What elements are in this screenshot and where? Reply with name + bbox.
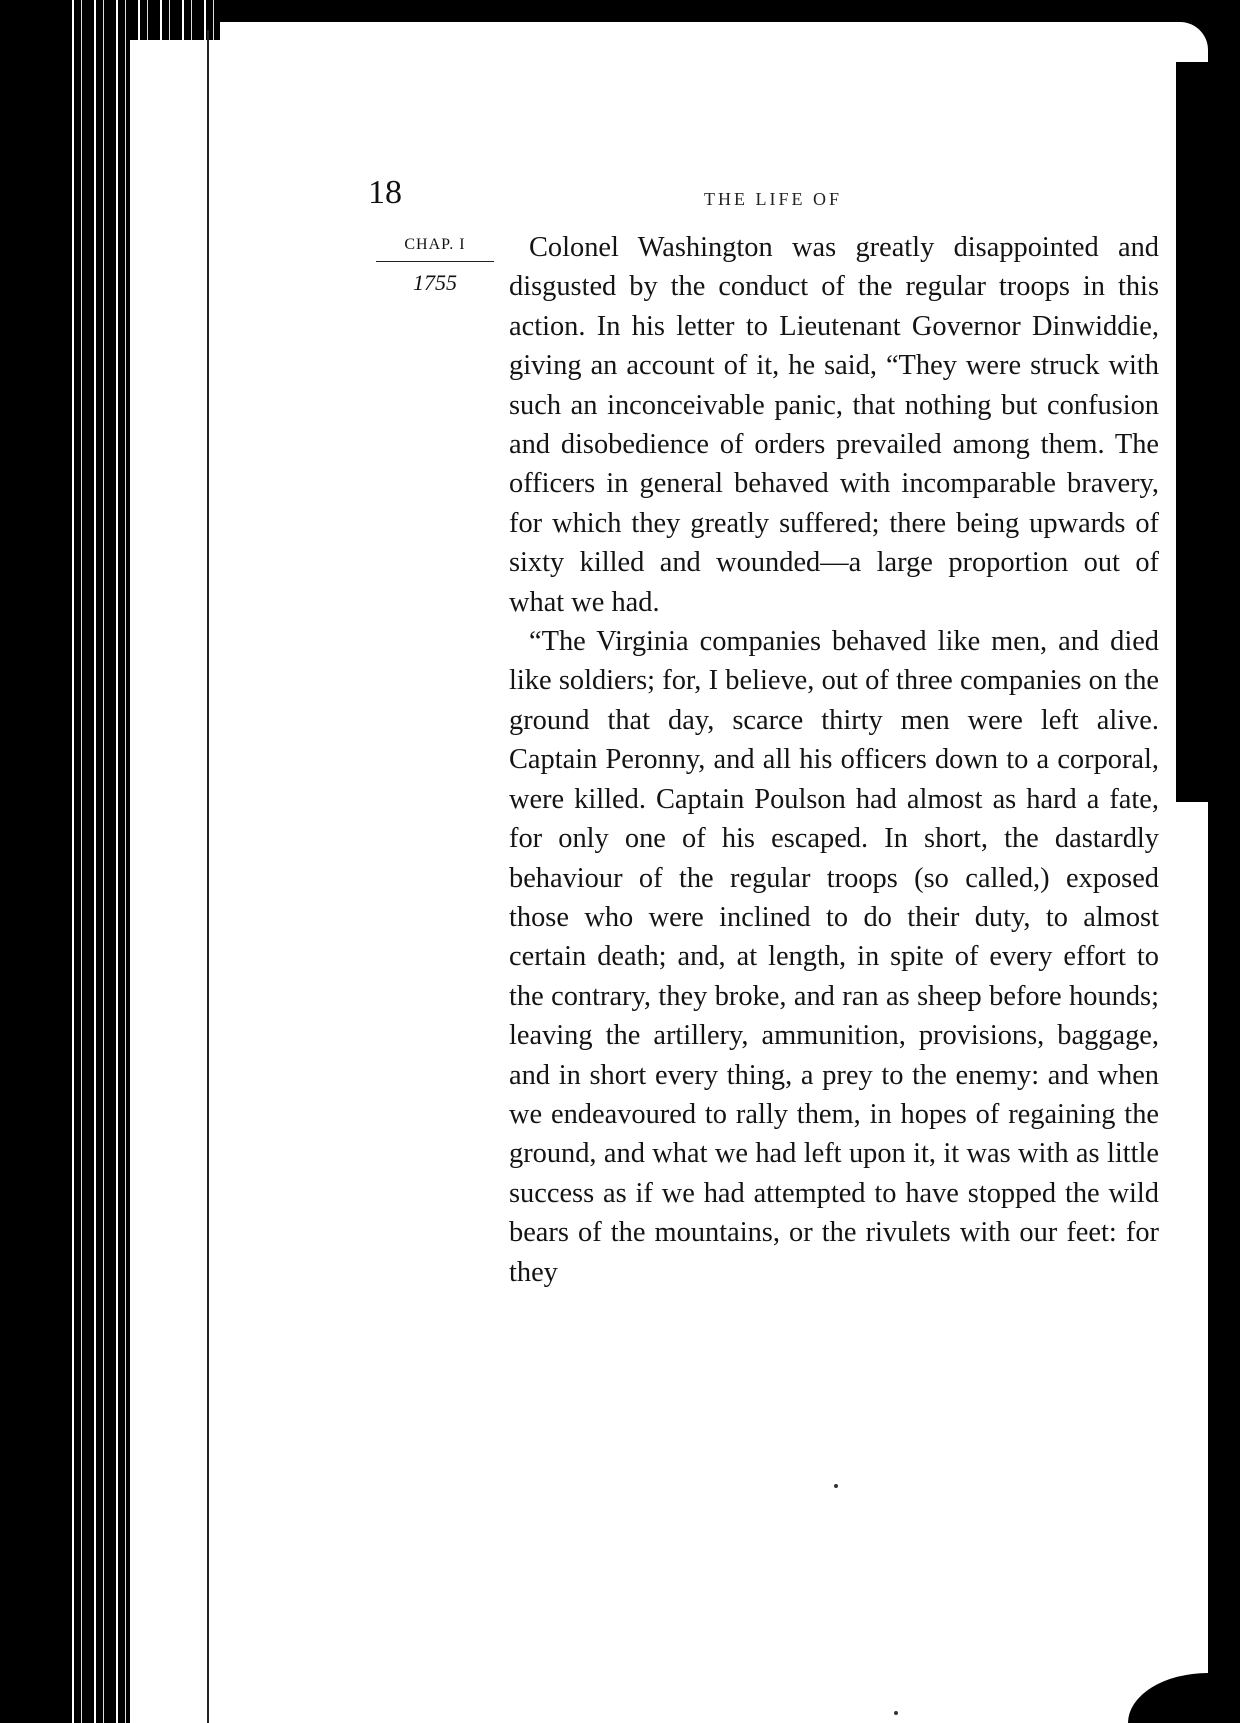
gutter-fold-line: [207, 30, 209, 1723]
page-number: 18: [368, 174, 402, 211]
body-text: [509, 228, 1159, 1292]
running-head: THE LIFE OF: [704, 189, 842, 209]
chapter-note: CHAP. I: [376, 236, 494, 262]
year-note: 1755: [413, 270, 457, 295]
binding-shadow: [0, 0, 60, 1723]
page-corner-curl: [1128, 1673, 1208, 1723]
paragraph-2: “The Virginia companies behaved like men, and died like soldiers; for, I believe, out of three companies on the ground that day, scarce thirty men were left alive. Captain Peronny, and all his officers down to a corporal, were killed. Captain Poulson had almost as hard a fate, for only one of his escaped. In short, the dastardly behaviour of the regular troops (so called,) exposed those who were inclined to do their duty, to almost certain death; and, at length, in spite of every effort to the contrary, they broke, and ran as sheep before hounds; leaving the artillery, ammunition, provisions, baggage, and in short every thing, a prey to the enemy: and when we endeavoured to rally them, in hopes of regaining the ground, and what we had left upon it, it was with as little success as if we had attempted to have stopped the wild bears of the mountains, or the rivulets with our feet: for they: [509, 626, 1159, 1288]
paragraph-1: Colonel Washington was greatly disappointed and disgusted by the conduct of the regular troops in this action. In his letter to Lieutenant Governor Dinwiddie, giving an account of it, he said, “They were struck with such an inconceivable panic, that nothing but confusion and disobedience of orders prevailed among them. The officers in general behaved with incomparable bravery, for which they greatly suffered; there being upwards of sixty killed and wounded—a large proportion out of what we had.: [509, 232, 1159, 618]
page-edge-shadow: [1176, 62, 1208, 802]
page-header: [368, 174, 1158, 214]
margin-notes: [376, 236, 494, 296]
scan-speck: [834, 1484, 838, 1488]
scan-speck: [894, 1711, 898, 1715]
